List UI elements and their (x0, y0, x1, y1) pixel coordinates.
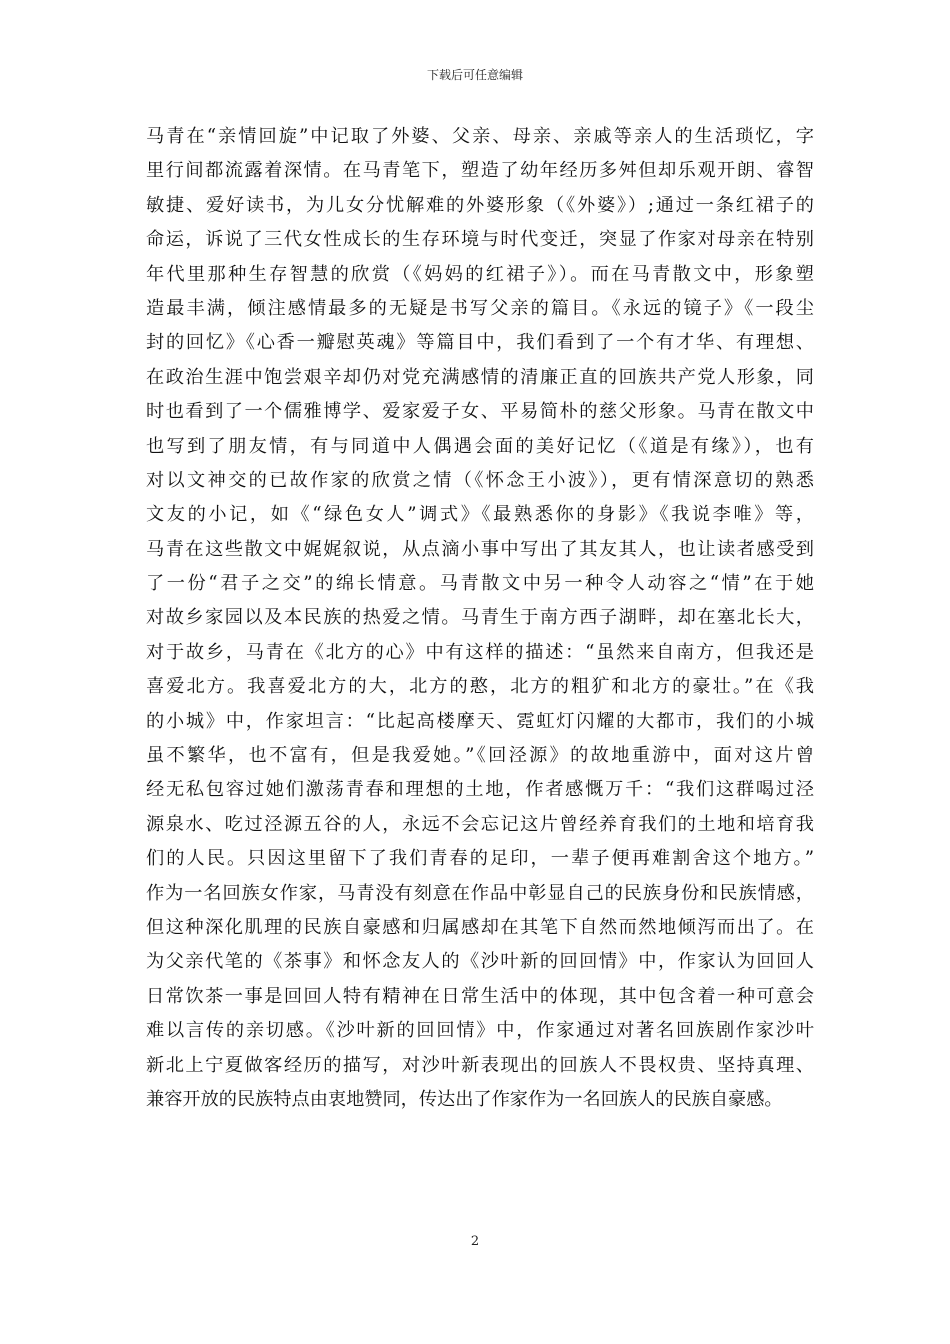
text-line: 年代里那种生存智慧的欣赏（《妈妈的红裙子》）。而在马青散文中，形象塑 (146, 263, 814, 285)
text-line: 虽不繁华，也不富有，但是我爱她。”《回泾源》的故地重游中，面对这片曾 (146, 745, 814, 767)
body-text (146, 120, 814, 1117)
text-line: 对故乡家园以及本民族的热爱之情。马青生于南方西子湖畔，却在塞北长大， (146, 607, 814, 629)
text-line: 的小城》中，作家坦言：“比起高楼摩天、霓虹灯闪耀的大都市，我们的小城 (146, 710, 814, 732)
text-line: 难以言传的亲切感。《沙叶新的回回情》中，作家通过对著名回族剧作家沙叶 (146, 1020, 814, 1042)
text-line: 作为一名回族女作家，马青没有刻意在作品中彰显自己的民族身份和民族情感， (146, 882, 814, 904)
page-number: 2 (470, 1234, 480, 1249)
page-header: 下载后可任意编辑 (426, 68, 523, 82)
text-line: 经无私包容过她们激荡青春和理想的土地，作者感慨万千：“我们这群喝过泾 (146, 779, 814, 801)
text-line: 了一份“君子之交”的绵长情意。马青散文中另一种令人动容之“情”在于她 (146, 573, 814, 595)
text-line: 源泉水、吃过泾源五谷的人，永远不会忘记这片曾经养育我们的土地和培育我 (146, 813, 814, 835)
text-line: 也写到了朋友情，有与同道中人偶遇会面的美好记忆（《道是有缘》），也有 (146, 435, 814, 457)
text-line: 马青在这些散文中娓娓叙说，从点滴小事中写出了其友其人，也让读者感受到 (146, 538, 814, 560)
text-line: 马青在“亲情回旋”中记取了外婆、父亲、母亲、亲戚等亲人的生活琐忆，字 (146, 126, 814, 147)
text-line: 造最丰满，倾注感情最多的无疑是书写父亲的篇目。《永远的镜子》《一段尘 (146, 297, 814, 319)
text-line: 文友的小记，如《“绿色女人”调式》《最熟悉你的身影》《我说李唯》等， (146, 504, 814, 526)
text-line: 日常饮茶一事是回回人特有精神在日常生活中的体现，其中包含着一种可意会 (146, 985, 814, 1007)
text-line: 喜爱北方。我喜爱北方的大，北方的憨，北方的粗犷和北方的豪壮。”在《我 (146, 676, 814, 698)
text-line: 命运，诉说了三代女性成长的生存环境与时代变迁，突显了作家对母亲在特别 (146, 229, 814, 251)
text-line: 时也看到了一个儒雅博学、爱家爱子女、平易简朴的慈父形象。马青在散文中 (146, 401, 814, 423)
text-line: 兼容开放的民族特点由衷地赞同，传达出了作家作为一名回族人的民族自豪感。 (146, 1088, 783, 1110)
text-line: 们的人民。只因这里留下了我们青春的足印，一辈子便再难割舍这个地方。” (146, 848, 814, 870)
text-line: 为父亲代笔的《茶事》和怀念友人的《沙叶新的回回情》中，作家认为回回人 (146, 951, 814, 973)
text-line: 里行间都流露着深情。在马青笔下，塑造了幼年经历多舛但却乐观开朗、睿智 (146, 160, 814, 182)
text-line: 在政治生涯中饱尝艰辛却仍对党充满感情的清廉正直的回族共产党人形象，同 (146, 366, 814, 388)
text-line: 封的回忆》《心香一瓣慰英魂》等篇目中，我们看到了一个有才华、有理想、 (146, 332, 814, 354)
text-line: 对于故乡，马青在《北方的心》中有这样的描述：“虽然来自南方，但我还是 (146, 641, 814, 663)
text-line: 对以文神交的已故作家的欣赏之情（《怀念王小波》），更有情深意切的熟悉 (146, 469, 814, 491)
text-line: 但这种深化肌理的民族自豪感和归属感却在其笔下自然而然地倾泻而出了。在 (146, 916, 814, 938)
text-line: 新北上宁夏做客经历的描写，对沙叶新表现出的回族人不畏权贵、坚持真理、 (146, 1054, 814, 1076)
text-line: 敏捷、爱好读书，为儿女分忧解难的外婆形象（《外婆》）;通过一条红裙子的 (146, 194, 814, 216)
